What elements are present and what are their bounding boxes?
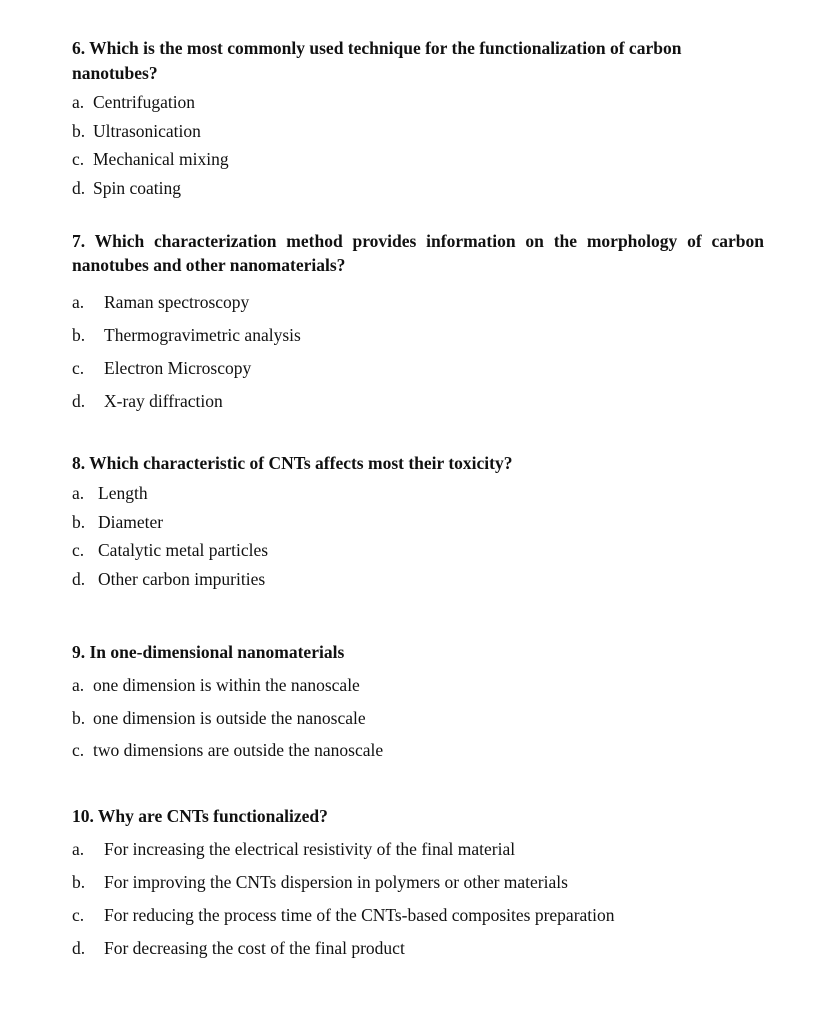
option-text: Mechanical mixing — [93, 149, 229, 169]
option-letter: c. — [72, 740, 85, 760]
option-8b — [72, 508, 764, 537]
option-letter: d. — [72, 938, 86, 958]
question-7-options — [72, 286, 764, 418]
option-text: Catalytic metal particles — [98, 540, 269, 560]
option-text: Electron Microscopy — [104, 358, 252, 378]
question-10 — [72, 804, 764, 965]
option-letter: b. — [72, 872, 86, 892]
option-10a — [72, 833, 764, 866]
option-6a — [72, 88, 764, 117]
option-7d — [72, 385, 764, 418]
option-letter: d. — [72, 568, 86, 589]
option-8d — [72, 565, 764, 594]
option-letter: b. — [72, 120, 86, 141]
option-letter: c. — [72, 540, 85, 560]
option-7a — [72, 286, 764, 319]
option-8c — [72, 536, 764, 565]
option-9c — [72, 734, 764, 767]
option-text: For increasing the electrical resistivity of the final material — [104, 839, 516, 859]
option-text: For improving the CNTs dispersion in polymers or other materials — [104, 872, 568, 892]
question-9-title: 9. In one-dimensional nanomaterials — [72, 642, 345, 662]
option-8a — [72, 479, 764, 508]
option-letter: a. — [72, 675, 85, 695]
option-text: Length — [98, 483, 148, 503]
question-8 — [72, 451, 764, 593]
option-letter: b. — [72, 325, 86, 345]
option-text: one dimension is outside the nanoscale — [93, 707, 366, 728]
option-letter: a. — [72, 92, 85, 112]
option-7c — [72, 352, 764, 385]
question-6 — [72, 36, 764, 202]
question-8-options — [72, 479, 764, 593]
option-10c — [72, 899, 764, 932]
option-text: Raman spectroscopy — [104, 292, 250, 312]
option-letter: a. — [72, 839, 85, 859]
option-9a — [72, 669, 764, 702]
option-letter: c. — [72, 358, 85, 378]
option-9b — [72, 702, 764, 735]
option-10b — [72, 866, 764, 899]
question-9-options — [72, 669, 764, 767]
question-6-title: 6. Which is the most commonly used technique for the functionalization of carbon nanotubes? — [72, 38, 682, 83]
option-6d — [72, 174, 764, 203]
option-7b — [72, 319, 764, 352]
option-letter: a. — [72, 292, 85, 312]
question-7 — [72, 229, 764, 418]
question-10-title: 10. Why are CNTs functionalized? — [72, 806, 328, 826]
option-text: Thermogravimetric analysis — [104, 325, 301, 345]
option-letter: c. — [72, 905, 85, 925]
option-letter: b. — [72, 707, 86, 728]
option-letter: b. — [72, 511, 86, 532]
question-9 — [72, 640, 764, 767]
option-letter: d. — [72, 391, 86, 411]
question-10-options — [72, 833, 764, 965]
option-text: Other carbon impurities — [98, 568, 266, 589]
option-letter: d. — [72, 177, 86, 198]
option-text: Diameter — [98, 511, 164, 532]
option-text: two dimensions are outside the nanoscale — [93, 740, 384, 760]
option-text: Spin coating — [93, 177, 181, 198]
question-6-options — [72, 88, 764, 202]
option-text: one dimension is within the nanoscale — [93, 675, 360, 695]
option-text: For decreasing the cost of the final product — [104, 938, 405, 958]
option-text: X-ray diffraction — [104, 391, 223, 411]
option-text: Centrifugation — [93, 92, 196, 112]
option-letter: a. — [72, 483, 85, 503]
question-8-title: 8. Which characteristic of CNTs affects most their toxicity? — [72, 453, 513, 473]
option-10d — [72, 932, 764, 965]
option-6c — [72, 145, 764, 174]
question-7-title: 7. Which characterization method provides information on the morphology of carbon nanotubes and other nanomaterials? — [72, 231, 764, 275]
option-text: Ultrasonication — [93, 120, 201, 141]
option-6b — [72, 117, 764, 146]
option-letter: c. — [72, 149, 85, 169]
option-text: For reducing the process time of the CNTs-based composites preparation — [104, 905, 615, 925]
